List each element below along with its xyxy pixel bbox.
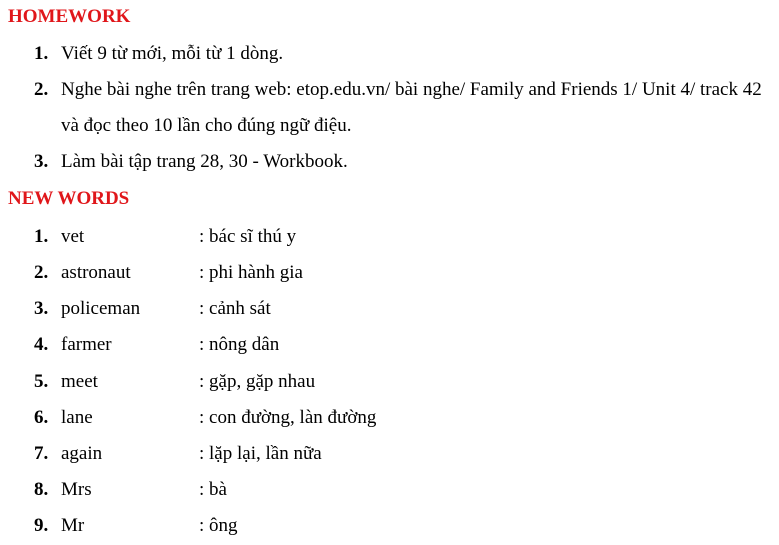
- homework-heading: HOMEWORK: [8, 6, 131, 27]
- homework-item-text: Nghe bài nghe trên trang web: etop.edu.vn/ bài nghe/ Family and Friends 1/ Unit 4/ track 42 và đọc theo 10 lần cho đúng ngữ điệu.: [61, 79, 762, 136]
- vocab-row: [0, 327, 779, 363]
- vocab-meaning: : ông: [199, 515, 238, 536]
- homework-item-text: Viết 9 từ mới, mỗi từ 1 dòng.: [61, 43, 284, 64]
- vocab-word: farmer: [61, 334, 112, 355]
- vocab-word: meet: [61, 371, 98, 392]
- vocab-number: 7.: [34, 443, 49, 464]
- vocab-meaning: : phi hành gia: [199, 262, 303, 283]
- vocab-number: 2.: [34, 262, 49, 283]
- vocab-word: policeman: [61, 298, 141, 319]
- vocab-word: lane: [61, 407, 93, 428]
- vocab-row: [0, 472, 779, 508]
- vocab-word: astronaut: [61, 262, 131, 283]
- vocab-number: 6.: [34, 407, 49, 428]
- vocab-meaning: : gặp, gặp nhau: [199, 371, 316, 392]
- homework-item-number: 3.: [34, 151, 49, 172]
- vocab-row: [0, 364, 779, 400]
- vocab-number: 9.: [34, 515, 49, 536]
- vocab-row: [0, 291, 779, 327]
- vocab-word: vet: [61, 226, 85, 247]
- vocab-number: 5.: [34, 371, 49, 392]
- homework-item-number: 2.: [34, 79, 49, 100]
- vocab-meaning: : lặp lại, lần nữa: [199, 443, 322, 464]
- new-words-heading: NEW WORDS: [8, 188, 130, 209]
- vocab-meaning: : con đường, làn đường: [199, 407, 377, 428]
- vocab-meaning: : nông dân: [199, 334, 280, 355]
- vocab-meaning: : bác sĩ thú y: [199, 226, 297, 247]
- vocab-word: Mr: [61, 515, 85, 536]
- vocab-row: [0, 219, 779, 255]
- vocab-row: [0, 255, 779, 291]
- vocab-row: [0, 436, 779, 472]
- vocab-number: 4.: [34, 334, 49, 355]
- homework-item-number: 1.: [34, 43, 49, 64]
- vocab-number: 3.: [34, 298, 49, 319]
- vocab-meaning: : cảnh sát: [199, 298, 271, 319]
- vocab-word: Mrs: [61, 479, 92, 500]
- vocab-number: 8.: [34, 479, 49, 500]
- vocab-meaning: : bà: [199, 479, 227, 500]
- vocab-number: 1.: [34, 226, 49, 247]
- vocab-row: [0, 400, 779, 436]
- homework-item-text: Làm bài tập trang 28, 30 - Workbook.: [61, 151, 348, 172]
- vocab-word: again: [61, 443, 103, 464]
- vocab-row: [0, 508, 779, 544]
